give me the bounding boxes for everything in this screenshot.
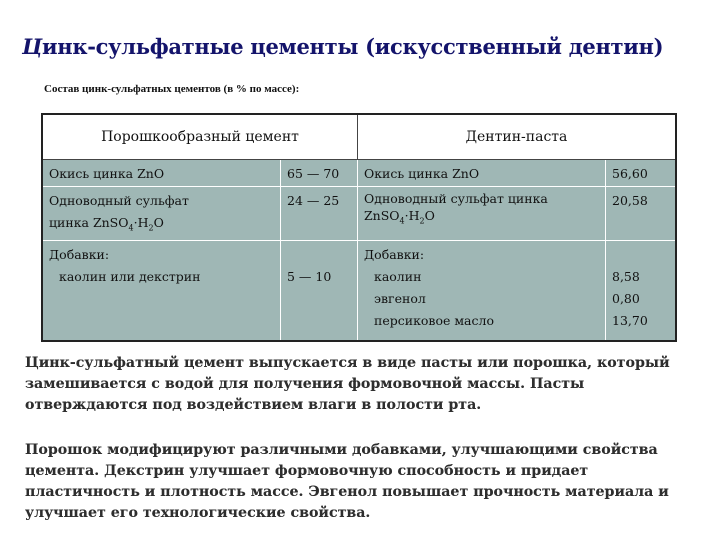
cell-percent [606, 240, 677, 341]
table-row [42, 160, 676, 187]
formula-subscript: 4 [128, 223, 134, 233]
additive-item: персиковое масло [374, 312, 494, 328]
title-initial: Ц [22, 34, 42, 59]
formula-mid: ·H [404, 208, 420, 223]
cell-percent [281, 240, 358, 341]
percent-value: 0,80 [612, 290, 640, 306]
formula-prefix: цинка ZnSO [49, 215, 129, 230]
additives-heading: Добавки: [49, 246, 110, 262]
header-powder-cement: Порошкообразный цемент [42, 114, 358, 160]
header-dentin-paste: Дентин-паста [358, 114, 677, 160]
cell-percent: 56,60 [606, 160, 677, 187]
page-title [22, 34, 663, 59]
composition-table [41, 113, 677, 342]
formula-subscript: 2 [419, 216, 425, 226]
cell-component [42, 240, 281, 341]
additive-item: эвгенол [374, 290, 426, 306]
title-text: инк-сульфатные цементы (искусственный дентин) [42, 34, 664, 59]
table-row [42, 187, 676, 241]
formula-suffix: O [153, 215, 164, 230]
additive-item: каолин [374, 268, 422, 284]
cell-component [358, 187, 606, 241]
formula-mid: ·H [133, 215, 149, 230]
table-caption: Состав цинк-сульфатных цементов (в % по массе): [44, 83, 300, 95]
additives-heading: Добавки: [364, 246, 425, 262]
component-line: Одноводный сульфат цинка [364, 191, 548, 206]
table-header-row [42, 114, 676, 160]
component-line: Одноводный сульфат [49, 193, 189, 208]
table-row [42, 240, 676, 341]
formula-subscript: 2 [148, 223, 154, 233]
percent-value: 8,58 [612, 268, 640, 284]
cell-percent: 24 — 25 [281, 187, 358, 241]
formula-subscript: 4 [399, 216, 405, 226]
cell-component [42, 187, 281, 241]
percent-value: 5 — 10 [287, 268, 332, 284]
additive-item: каолин или декстрин [59, 268, 201, 284]
formula-prefix: ZnSO [364, 208, 400, 223]
cell-component: Окись цинка ZnO [358, 160, 606, 187]
cell-component [358, 240, 606, 341]
cell-percent: 20,58 [606, 187, 677, 241]
percent-value: 13,70 [612, 312, 648, 328]
cell-component: Окись цинка ZnO [42, 160, 281, 187]
cell-percent: 65 — 70 [281, 160, 358, 187]
formula-suffix: O [424, 208, 435, 223]
body-paragraph: Цинк-сульфатный цемент выпускается в виде пасты или порошка, который замешивается с водой для получения формовочной массы. Пасты отверждаются под воздействием влаги в полости рта. [25, 355, 670, 413]
body-paragraph: Порошок модифицируют различными добавками, улучшающими свойства цемента. Декстрин улучшает формовочную способность и придает пластичность и плотность массе. Эвгенол повышает прочность материала и улучшает его технологические свойства. [25, 442, 669, 521]
